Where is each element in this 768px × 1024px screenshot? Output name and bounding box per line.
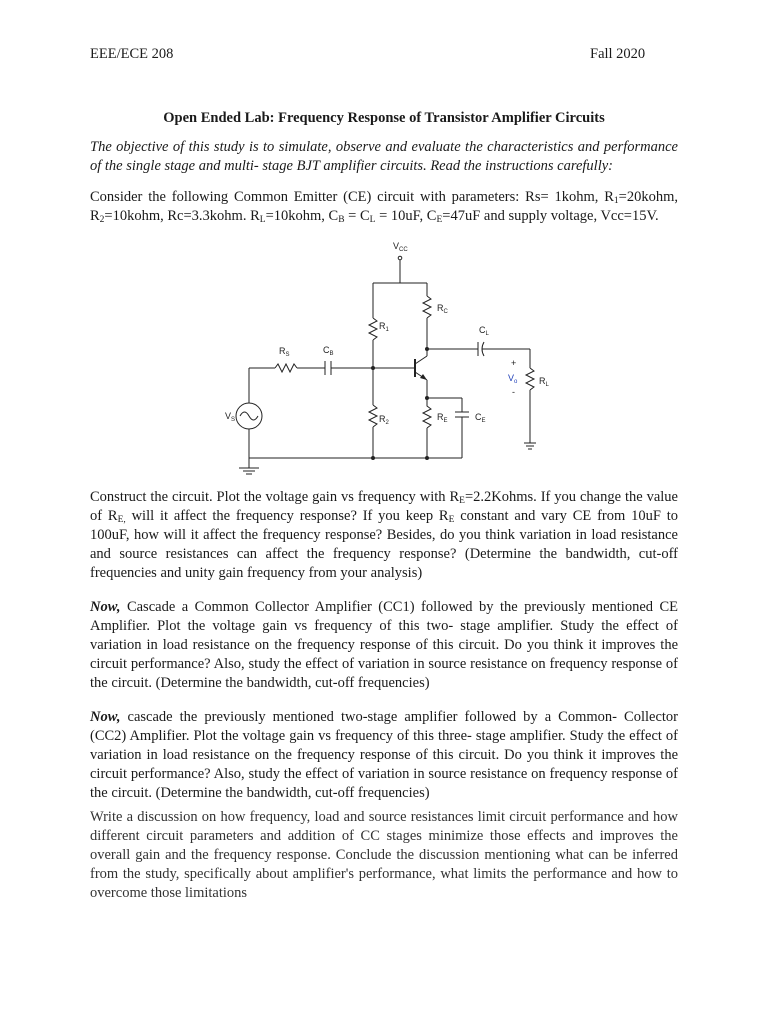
label-plus: + xyxy=(511,358,517,368)
discussion-paragraph: Write a discussion on how frequency, load and source resistances limit circuit performance and how different circuit parameters and addition of CC stages minimize those effects and improves the overall gain and the frequency response. Conclude the discussion mentioning what can be inferred from the study, specifically about amplifier's performance, what limits the performance and how to overcome those limitations xyxy=(90,809,678,901)
label-rl: $R_L$ xyxy=(539,376,549,388)
course-code: EEE/ECE 208 xyxy=(90,46,174,62)
label-minus: - xyxy=(512,387,515,397)
label-r2: $R_2$ xyxy=(379,414,389,426)
label-vs: $V_S$ xyxy=(225,411,236,423)
objective-text: The objective of this study is to simulate, observe and evaluate the characteristics and performance of the single stage and multi- stage BJT amplifier circuits. Read the instructions carefully: xyxy=(90,139,678,174)
label-ce: $C_E$ xyxy=(475,412,486,424)
label-rc: $R_C$ xyxy=(437,303,448,315)
cascade-cc2-paragraph: Now, cascade the previously mentioned two-stage amplifier followed by a Common- Collector (CC2) Amplifier. Plot the voltage gain vs frequency of this three- stage amplifier. Study the effect of variation in load resistance on the frequency response of this circuit. Do you think it improves the circuit performance? Also, study the effect of variation in source resistance on frequency response of the circuit. (Determine the bandwidth, cut-off frequencies) xyxy=(90,709,678,801)
label-cl: $C_L$ xyxy=(479,325,489,337)
page-title: Open Ended Lab: Frequency Response of Transistor Amplifier Circuits xyxy=(163,110,605,126)
label-vcc: $V_{CC}$ xyxy=(393,241,408,253)
label-r1: $R_1$ xyxy=(379,321,389,333)
construct-paragraph: Construct the circuit. Plot the voltage gain vs frequency with $R_E=2.2Kohms$. If you change the value of $R_{E,}$ will it affect the frequency response? If you keep $R_E$ constant and vary CE from 10uF to 100uF, how will it affect the frequency response? Besides, do you think variation in load resistance and source resistances can affect the frequency response? (Determine the bandwidth, cut-off frequencies and unity gain frequency from your analysis) xyxy=(90,489,678,581)
cascade-cc1-paragraph: Now, Cascade a Common Collector Amplifier (CC1) followed by the previously mentioned CE Amplifier. Plot the voltage gain vs frequency of this two- stage amplifier. Study the effect of variation in load resistance on the frequency response of this circuit. Do you think it improves the circuit performance? Also, study the effect of variation in source resistance on frequency response of the circuit. (Determine the bandwidth, cut-off frequencies) xyxy=(90,599,678,691)
label-cb: $C_B$ xyxy=(323,345,334,357)
label-re: $R_E$ xyxy=(437,412,448,424)
label-vo: $V_o$ xyxy=(508,373,518,385)
term: Fall 2020 xyxy=(590,46,646,62)
label-rs: $R_S$ xyxy=(279,346,290,358)
parameters-paragraph: Consider the following Common Emitter (CE) circuit with parameters: Rs= 1kohm, $R_1=20kohm$, $R_2=10kohm$, Rc=3.3kohm. $R_L=10kohm$, $C_B = C_L = 10uF$, $C_E=47uF$ and supply voltage, Vcc=15V. xyxy=(90,189,678,225)
ce-amplifier-schematic xyxy=(215,238,549,478)
